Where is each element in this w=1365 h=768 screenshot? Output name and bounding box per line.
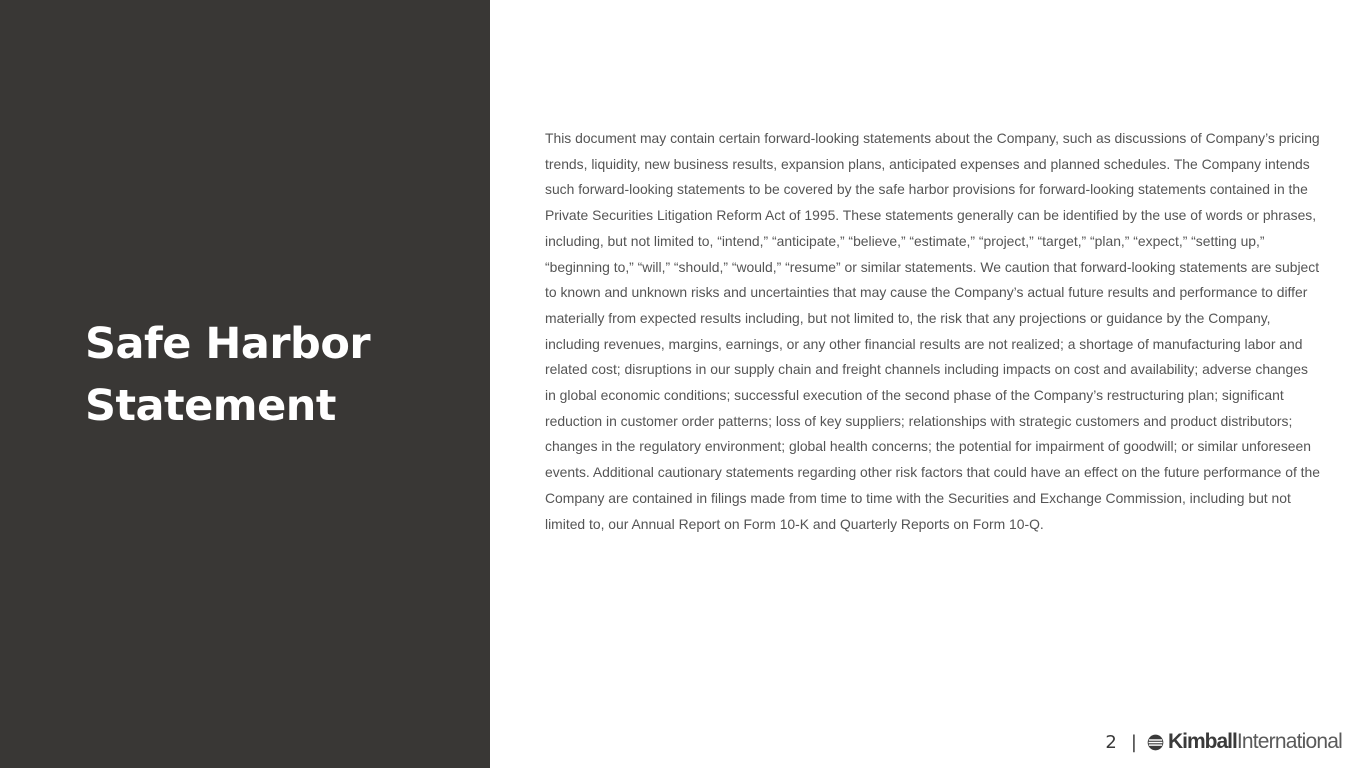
title-panel [0, 0, 490, 768]
footer-separator: | [1130, 731, 1137, 753]
kimball-logo-mark-icon [1147, 734, 1164, 751]
slide-title: Safe Harbor Statement [85, 319, 371, 431]
slide-footer [1105, 728, 1342, 756]
logo-wordmark-primary: Kimball [1167, 730, 1237, 753]
safe-harbor-body-text: This document may contain certain forward-looking statements about the Company, such as discussions of Company’s pricing trends, liquidity, new business results, expansion plans, anticipated expenses and planned schedules. The Company intends such forward-looking statements to be covered by the safe harbor provisions for forward-looking statements contained in the Private Securities Litigation Reform Act of 1995. These statements generally can be identified by the use of words or phrases, including, but not limited to, “intend,” “anticipate,” “believe,” “estimate,” “project,” “target,” “plan,” “expect,” “setting up,” “beginning to,” “will,” “should,” “would,” “resume” or similar statements. We caution that forward-looking statements are subject to known and unknown risks and uncertainties that may cause the Company’s actual future results and performance to differ materially from expected results including, but not limited to, the risk that any projections or guidance by the Company, including revenues, margins, earnings, or any other financial results are not realized; a shortage of manufacturing labor and related cost; disruptions in our supply chain and freight channels including impacts on cost and availability; adverse changes in global economic conditions; successful execution of the second phase of the Company’s restructuring plan; significant reduction in customer order patterns; loss of key suppliers; relationships with strategic customers and product distributors; changes in the regulatory environment; global health concerns; the potential for impairment of goodwill; or similar unforeseen events. Additional cautionary statements regarding other risk factors that could have an effect on the future performance of the Company are contained in filings made from time to time with the Securities and Exchange Commission, including but not limited to, our Annual Report on Form 10-K and Quarterly Reports on Form 10-Q. [545, 130, 1320, 532]
page-number: 2 [1105, 731, 1117, 753]
logo-wordmark-secondary: International [1236, 730, 1342, 753]
kimball-international-logo [1147, 730, 1342, 754]
